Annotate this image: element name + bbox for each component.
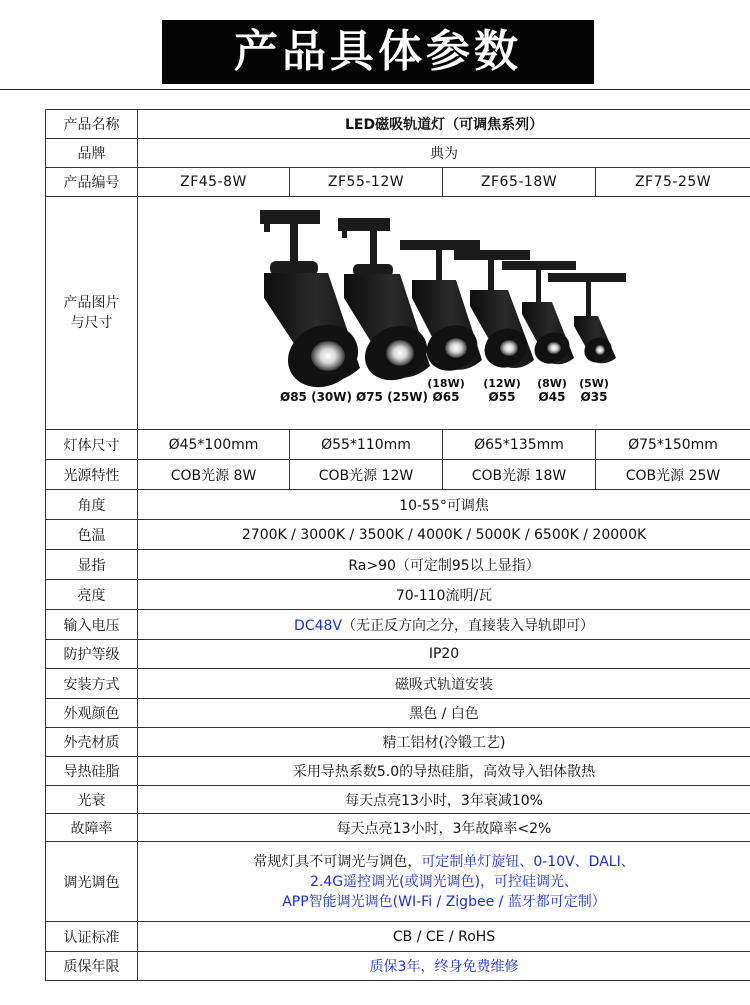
voltage-note: （无正反方向之分，直接装入导轨即可） [342,617,594,634]
lamp-size-5: Ø45 [538,389,566,404]
row-decay [46,786,750,814]
product-name-value: LED磁吸轨道灯（可调焦系列） [138,110,750,139]
row-voltage [46,610,750,640]
model-cell: ZF65-18W [443,168,596,197]
row-label: 故障率 [46,814,138,842]
cri-value: Ra>90（可定制95以上显指） [138,550,750,580]
row-color [46,699,750,728]
angle-value: 10-55°可调焦 [138,490,750,520]
row-label: 灯体尺寸 [46,430,138,460]
body-size-cell: Ø55*110mm [290,430,443,460]
lamp-size-3: Ø65 [432,389,460,404]
model-cell: ZF45-8W [138,168,290,197]
row-label: 产品名称 [46,110,138,139]
row-failure [46,814,750,842]
dimming-line-3: APP智能调光调色(WI-Fi / Zigbee / 蓝牙都可定制） [282,893,606,910]
dimming-standard-note: 常规灯具不可调光与调色， [253,853,422,870]
decay-value: 每天点亮13小时，3年衰减10% [138,786,750,814]
voltage-spec: DC48V [294,617,342,634]
title-divider [0,89,750,90]
row-label: 光衰 [46,786,138,814]
body-size-cell: Ø45*100mm [138,430,290,460]
color-value: 黑色 / 白色 [138,699,750,728]
row-label: 光源特性 [46,460,138,490]
install-value: 磁吸式轨道安装 [138,669,750,699]
row-body-size [46,430,750,460]
brand-value: 典为 [138,139,750,168]
body-size-cell: Ø65*135mm [443,430,596,460]
row-install [46,669,750,699]
row-label: 品牌 [46,139,138,168]
dimming-value [138,842,750,922]
track-lights-illustration [138,198,750,429]
row-label: 外壳材质 [46,728,138,757]
lamp-size-1: Ø85 (30W) [280,389,352,404]
row-cri [46,550,750,580]
light-source-cell: COB光源 25W [596,460,750,490]
row-light-source [46,460,750,490]
brightness-value: 70-110流明/瓦 [138,580,750,610]
lamp-size-6: Ø35 [580,389,608,404]
lamp-size-2: Ø75 (25W) [356,389,428,404]
row-brightness [46,580,750,610]
row-angle [46,490,750,520]
row-label: 调光调色 [46,842,138,922]
row-label: 显指 [46,550,138,580]
dimming-line-1 [138,852,750,872]
row-label: 认证标准 [46,922,138,952]
row-material [46,728,750,757]
dimming-custom-options: 可定制单灯旋钮、0-10V、DALI、 [421,853,635,870]
row-label: 角度 [46,490,138,520]
voltage-value [138,610,750,640]
light-source-cell: COB光源 12W [290,460,443,490]
row-label: 导热硅脂 [46,757,138,786]
page-title: 产品具体参数 [162,20,594,84]
model-cell: ZF75-25W [596,168,750,197]
image-label-line1: 产品图片 [63,295,120,311]
row-label: 安装方式 [46,669,138,699]
row-label: 输入电压 [46,610,138,640]
row-dimming [46,842,750,922]
cert-value: CB / CE / RoHS [138,922,750,952]
row-cert [46,922,750,952]
lamp-power-6: (5W) [579,376,609,390]
row-label: 质保年限 [46,952,138,981]
row-ip [46,640,750,669]
row-label: 外观颜色 [46,699,138,728]
body-size-cell: Ø75*150mm [596,430,750,460]
row-label: 亮度 [46,580,138,610]
warranty-value: 质保3年，终身免费维修 [138,952,750,981]
lamp-power-3: (18W) [427,376,465,390]
lamp-size-4: Ø55 [488,389,516,404]
row-label: 产品编号 [46,168,138,197]
lamp-power-5: (8W) [537,376,567,390]
image-label-line2: 与尺寸 [70,315,113,331]
row-brand [46,139,750,168]
material-value: 精工铝材(冷锻工艺) [138,728,750,757]
product-image-cell [138,197,750,430]
lamp-power-4: (12W) [483,376,521,390]
row-label: 防护等级 [46,640,138,669]
light-source-cell: COB光源 18W [443,460,596,490]
failure-value: 每天点亮13小时，3年故障率<2% [138,814,750,842]
spec-table [45,109,750,981]
row-model [46,168,750,197]
row-product-name [46,110,750,139]
row-image [46,197,750,430]
row-label [46,197,138,430]
dimming-line-2: 2.4G遥控调光(或调光调色)，可控硅调光、 [310,873,579,890]
row-grease [46,757,750,786]
ip-value: IP20 [138,640,750,669]
row-cct [46,520,750,550]
row-label: 色温 [46,520,138,550]
model-cell: ZF55-12W [290,168,443,197]
light-source-cell: COB光源 8W [138,460,290,490]
cct-value: 2700K / 3000K / 3500K / 4000K / 5000K / 6500K / 20000K [138,520,750,550]
row-warranty [46,952,750,981]
grease-value: 采用导热系数5.0的导热硅脂，高效导入铝体散热 [138,757,750,786]
